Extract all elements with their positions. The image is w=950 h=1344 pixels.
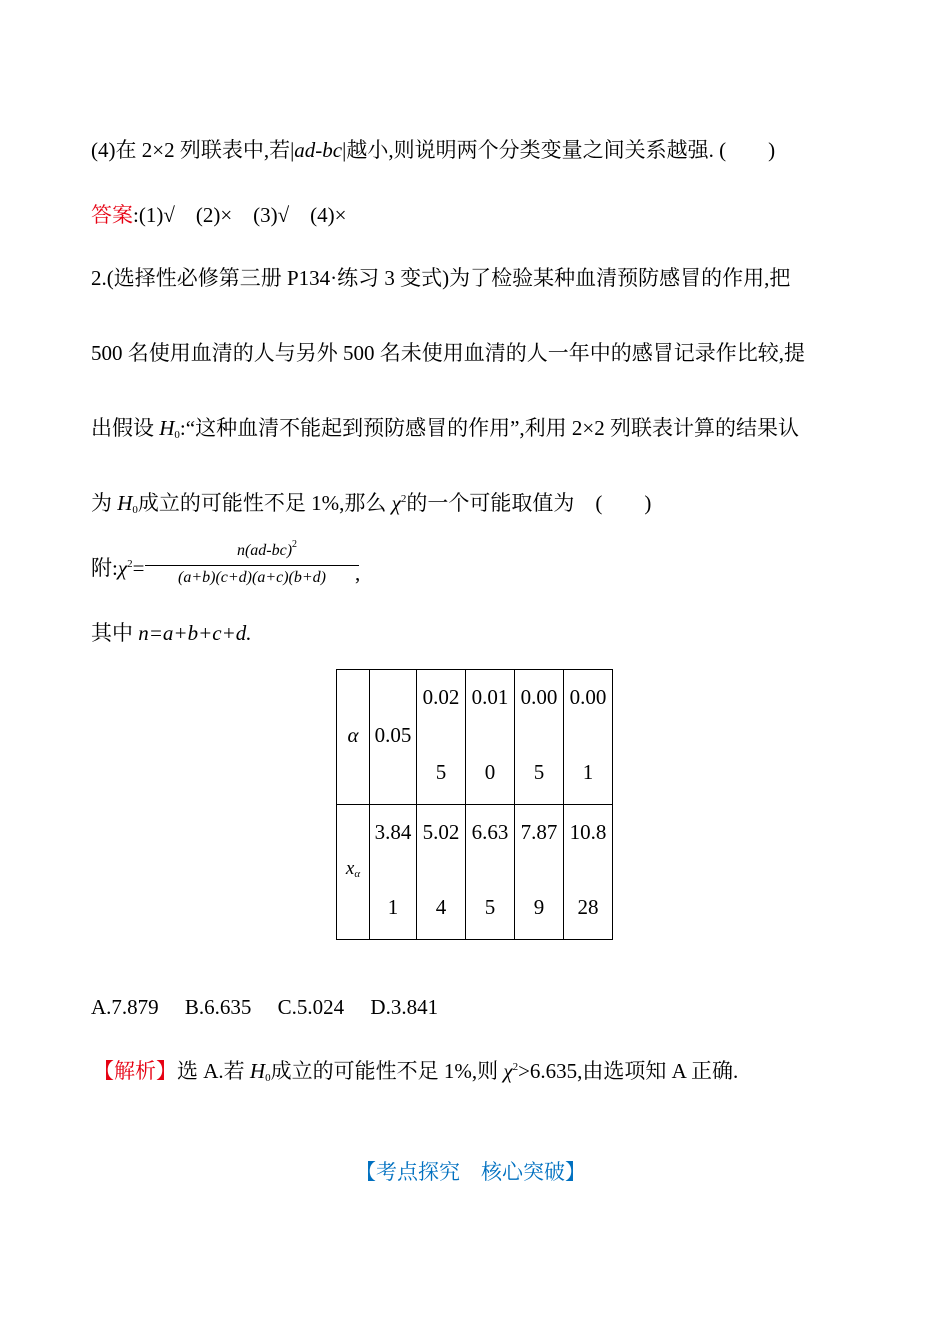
- question-2-line-4: 为 $H_0$成立的可能性不足 1%,那么 $\chi^2$的一个可能取值为 ( ): [91, 491, 652, 516]
- critical-value-table: [336, 669, 613, 940]
- table-row: [337, 805, 613, 940]
- answer-line: [91, 205, 347, 226]
- row-label-alpha: α: [337, 670, 370, 805]
- table-row: [337, 670, 613, 805]
- section-heading: 【考点探究 核心突破】: [355, 1160, 586, 1184]
- analysis-label: 【解析】: [93, 1059, 177, 1083]
- table-cell: 0.05: [370, 670, 417, 805]
- answer-options: A.7.879 B.6.635 C.5.024 D.3.841: [91, 995, 439, 1019]
- table-cell: 6.63 5: [466, 805, 515, 940]
- answer-text: :(1)√ (2)× (3)√ (4)×: [133, 203, 347, 227]
- table-cell: 3.84 1: [370, 805, 417, 940]
- table-cell: 0.02 5: [417, 670, 466, 805]
- table-cell: 0.00 5: [515, 670, 564, 805]
- fraction-bar: [145, 565, 359, 566]
- table-cell: 5.02 4: [417, 805, 466, 940]
- question-4: (4)在 2×2 列联表中,若|ad-bc|越小,则说明两个分类变量之间关系越强. ( ): [91, 138, 776, 162]
- formula-where: 其中 n=a+b+c+d.: [91, 621, 252, 645]
- question-2-line-2: 500 名使用血清的人与另外 500 名未使用血清的人一年中的感冒记录作比较,提: [91, 341, 805, 365]
- table-cell: 10.8 28: [564, 805, 613, 940]
- formula-comma: ,: [355, 561, 361, 585]
- question-2-line-1: 2.(选择性必修第三册 P134·练习 3 变式)为了检验某种血清预防感冒的作用,把: [91, 266, 791, 290]
- fraction-denominator: (a+b)(c+d)(a+c)(b+d): [177, 569, 326, 586]
- fraction-numerator: n(ad-bc): [236, 542, 293, 559]
- question-2-line-3: 出假设 $H_0:“$这种血清不能起到预防感冒的作用”,利用 2×2 列联表计算的结果认: [91, 416, 799, 441]
- analysis-line: 【解析】选 A.若 $H_0$成立的可能性不足 1%,则 $\chi^2>6.635$,由选项知 A 正确.: [93, 1059, 739, 1084]
- row-label-x-alpha: $x_\alpha$: [337, 805, 370, 940]
- table-cell: 0.01 0: [466, 670, 515, 805]
- formula-label: 附$:\chi^2=$: [91, 556, 145, 580]
- table-cell: 7.87 9: [515, 805, 564, 940]
- answer-label: 答案: [91, 203, 133, 227]
- table-cell: 0.00 1: [564, 670, 613, 805]
